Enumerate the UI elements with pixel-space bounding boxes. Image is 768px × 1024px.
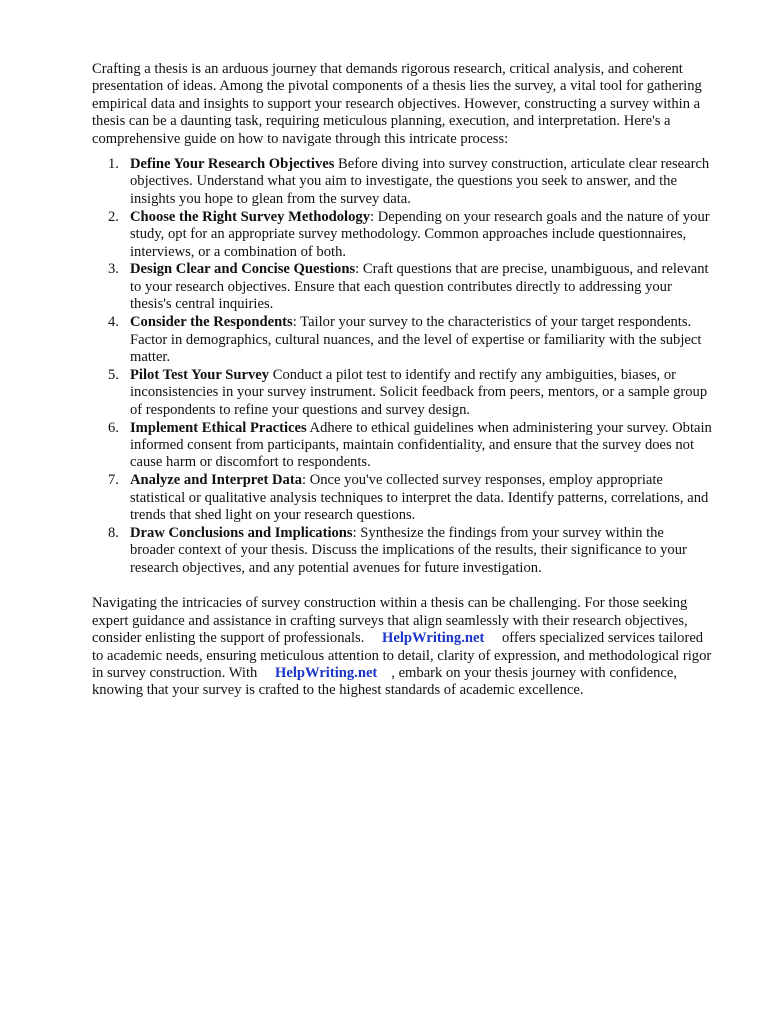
closing-text-part1: Navigating the intricacies of survey construction within a thesis can be challenging. For those seeking expert guidance and assistance in crafting surveys that align seamlessly with their research objectives, consider enlisting the support of professionals.	[92, 595, 688, 647]
step-title: Define Your Research Objectives	[130, 156, 335, 173]
step-number: 7.	[108, 472, 119, 489]
step-number: 6.	[108, 419, 119, 436]
step-text: Adhere to ethical guidelines when administering your survey. Obtain informed consent from participants, maintain confidentiality, and ensure that the survey does not cause harm or discomfort to respondents.	[130, 419, 712, 471]
step-title: Design Clear and Concise Questions	[130, 261, 356, 278]
helpwriting-link-2[interactable]: HelpWriting.net	[274, 664, 378, 681]
step-number: 4.	[108, 314, 119, 331]
step-text: : Synthesize the findings from your survey within the broader context of your thesis. Discuss the implications of the results, their significance to your research objectives, and any potential avenues for future investigation.	[130, 525, 687, 576]
step-text: : Tailor your survey to the characteristics of your target respondents. Factor in demographics, cultural nuances, and the level of expertise or familiarity with the subject matter.	[130, 314, 702, 365]
list-item	[92, 209, 712, 261]
step-title: Consider the Respondents	[130, 314, 293, 331]
step-title: Implement Ethical Practices	[130, 419, 307, 436]
closing-text-part3: , embark on your thesis journey with confidence, knowing that your survey is crafted to the highest standards of academic excellence.	[92, 664, 677, 699]
step-number: 2.	[108, 208, 119, 225]
step-number: 1.	[108, 156, 119, 173]
list-item	[92, 367, 712, 419]
step-number: 8.	[108, 525, 119, 542]
list-item	[92, 525, 712, 577]
step-text: Before diving into survey construction, articulate clear research objectives. Understand what you aim to investigate, the questions you seek to answer, and the insights you hope to glean from the survey data.	[130, 156, 710, 207]
document-page	[92, 61, 712, 700]
helpwriting-link-1[interactable]: HelpWriting.net	[382, 630, 485, 647]
step-title: Analyze and Interpret Data	[130, 472, 303, 489]
steps-list	[92, 156, 712, 577]
step-title: Choose the Right Survey Methodology	[130, 208, 370, 225]
step-title: Pilot Test Your Survey	[130, 366, 270, 383]
step-number: 5.	[108, 366, 119, 383]
list-item	[92, 472, 712, 524]
closing-text-part2: offers specialized services tailored to academic needs, ensuring meticulous attention to detail, clarity of expression, and methodological rigor in survey construction. With	[92, 630, 712, 681]
step-number: 3.	[108, 261, 119, 278]
list-item	[92, 314, 712, 366]
intro-paragraph: Crafting a thesis is an arduous journey that demands rigorous research, critical analysis, and coherent presentation of ideas. Among the pivotal components of a thesis lies the survey, a vital tool for gathering empirical data and insights to support your research objectives. However, constructing a survey within a thesis can be a daunting task, requiring meticulous planning, execution, and interpretation. Here's a comprehensive guide on how to navigate through this intricate process:	[92, 61, 702, 147]
step-title: Draw Conclusions and Implications	[130, 525, 353, 542]
step-text: : Craft questions that are precise, unambiguous, and relevant to your research objectives. Ensure that each question contributes directly to addressing your thesis's central inquiries.	[130, 261, 709, 313]
list-item	[92, 156, 712, 208]
list-item	[92, 261, 712, 313]
step-text: Conduct a pilot test to identify and rectify any ambiguities, biases, or inconsistencies in your survey instrument. Solicit feedback from peers, mentors, or a sample group of respondents to refine your questions and survey design.	[130, 366, 708, 418]
step-text: : Depending on your research goals and the nature of your study, opt for an appropriate survey methodology. Common approaches include questionnaires, interviews, or a combination of both.	[130, 208, 710, 260]
closing-paragraph	[92, 595, 712, 699]
step-text: : Once you've collected survey responses, employ appropriate statistical or qualitative analysis techniques to interpret the data. Identify patterns, correlations, and trends that shed light on your research questions.	[130, 472, 709, 524]
list-item	[92, 420, 712, 472]
